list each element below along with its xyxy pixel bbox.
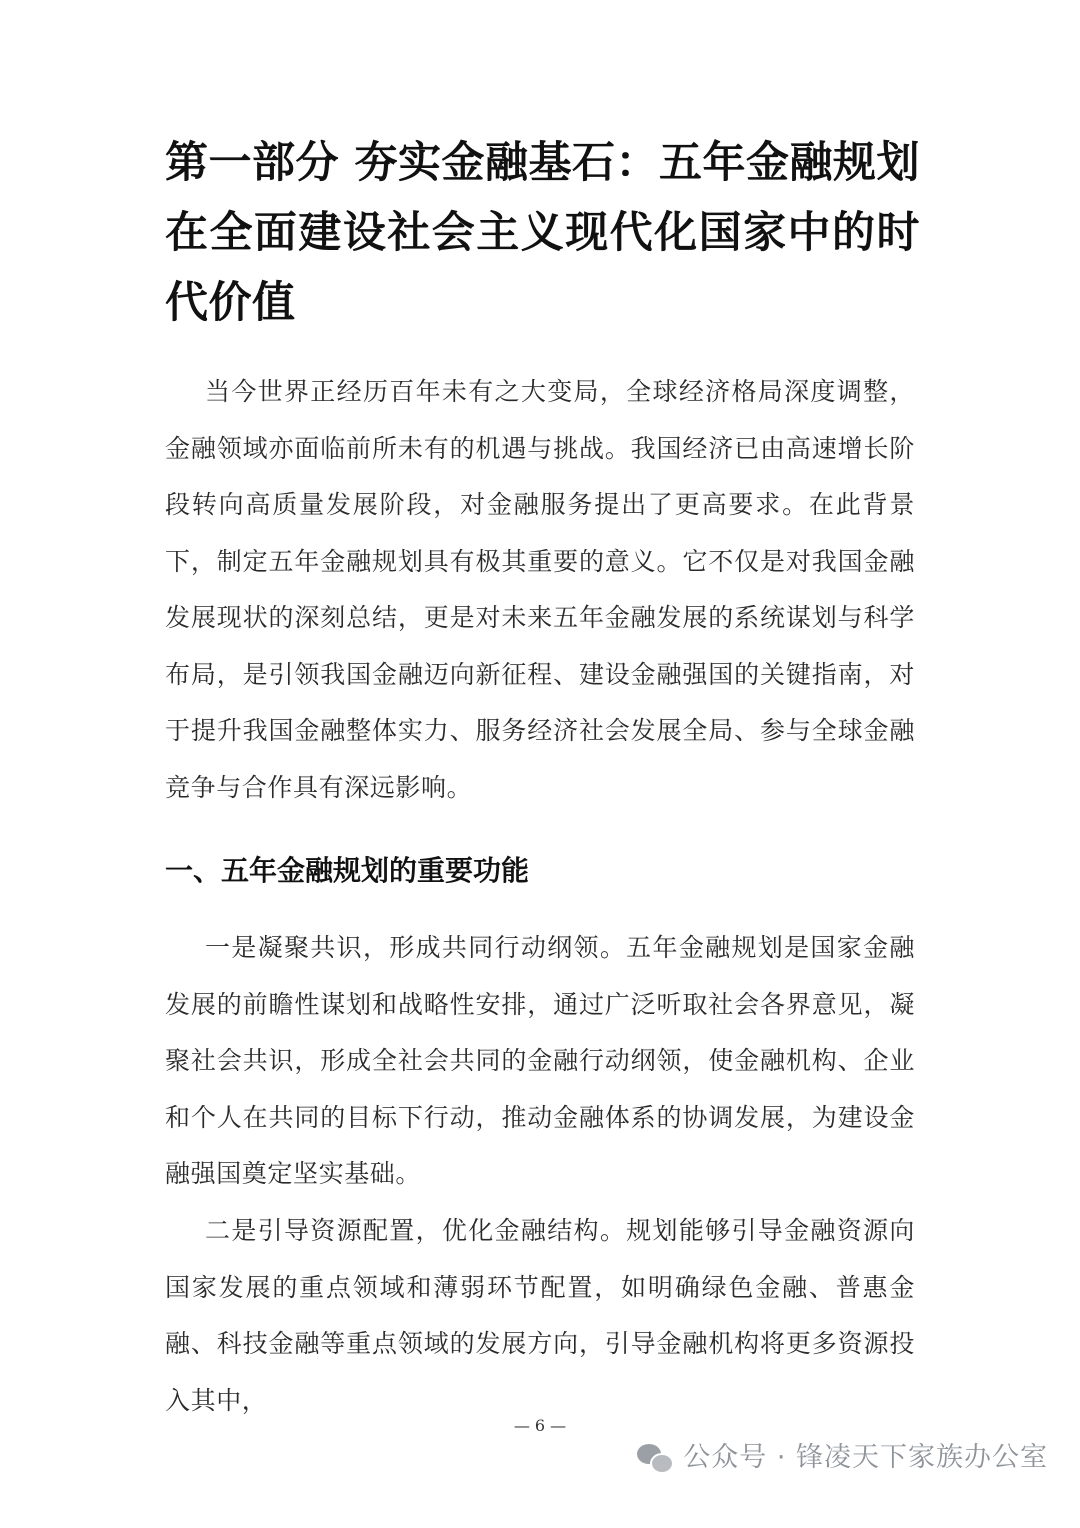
page-number: — 6 —	[513, 1416, 567, 1435]
section-heading: 一、五年金融规划的重要功能	[165, 854, 530, 887]
paragraph-two: 二是引导资源配置，优化金融结构。规划能够引导金融资源向国家发展的重点领域和薄弱环节配置，如明确绿色金融、普惠金融、科技金融等重点领域的发展方向，引导金融机构将更多资源投入其中，	[165, 1216, 915, 1415]
paragraph-one: 一是凝聚共识，形成共同行动纲领。五年金融规划是国家金融发展的前瞻性谋划和战略性安排，通过广泛听取社会各界意见，凝聚社会共识，形成全社会共同的金融行动纲领，使金融机构、企业和个人在共同的目标下行动，推动金融体系的协调发展，为建设金融强国奠定坚实基础。	[165, 933, 915, 1188]
watermark	[637, 1436, 1048, 1480]
wechat-icon	[637, 1442, 673, 1474]
page-title: 第一部分 夯实金融基石：五年金融规划在全面建设社会主义现代化国家中的时代价值	[165, 138, 920, 328]
watermark-text: 公众号 · 锋凌天下家族办公室	[683, 1442, 1048, 1473]
intro-paragraph: 当今世界正经历百年未有之大变局，全球经济格局深度调整，金融领域亦面临前所未有的机遇与挑战。我国经济已由高速增长阶段转向高质量发展阶段，对金融服务提出了更高要求。在此背景下，制定五年金融规划具有极其重要的意义。它不仅是对我国金融发展现状的深刻总结，更是对未来五年金融发展的系统谋划与科学布局，是引领我国金融迈向新征程、建设金融强国的关键指南，对于提升我国金融整体实力、服务经济社会发展全局、参与全球金融竞争与合作具有深远影响。	[165, 377, 915, 802]
